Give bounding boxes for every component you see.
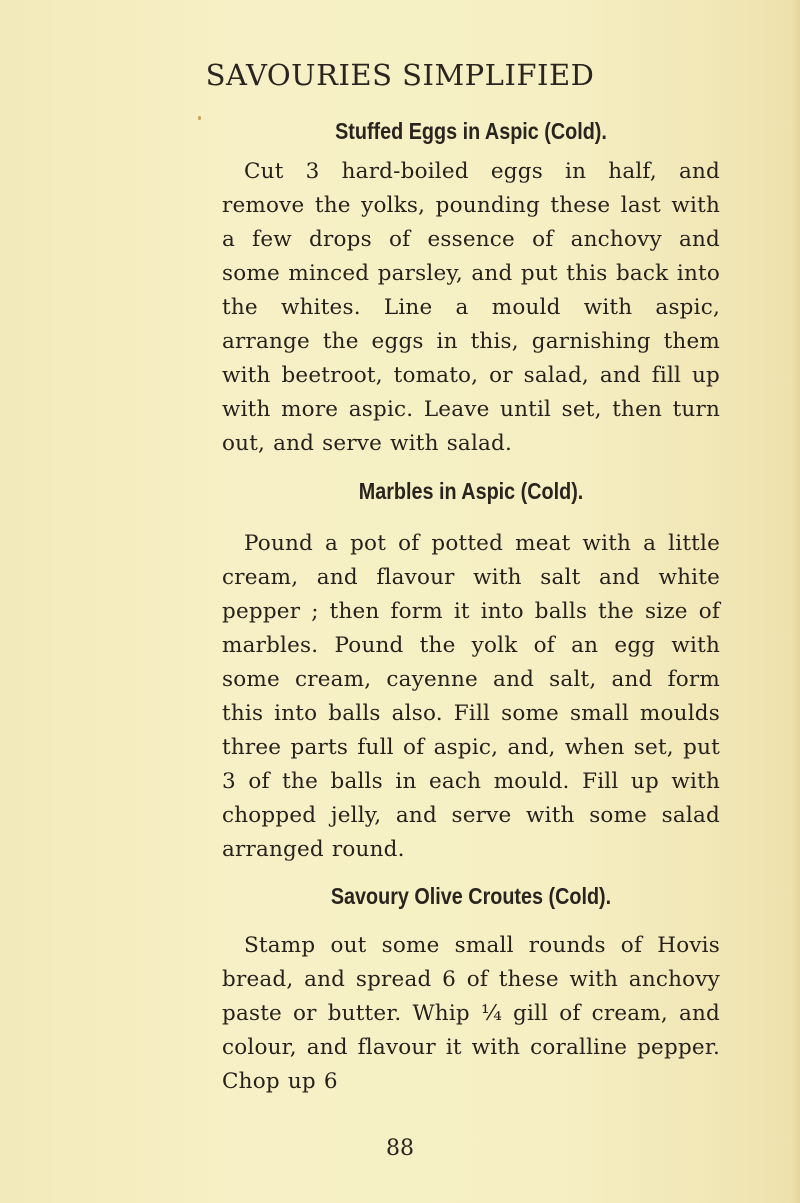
recipe-title-marbles: Marbles in Aspic (Cold). <box>358 478 584 504</box>
recipe-paragraph: Pound a pot of potted meat with a little cream, and flavour with salt and white pepper ; then form it into balls the size of marbles. Pound the yolk of an egg with some cream, cayenne and salt, and form this into balls also. Fill some small moulds three parts full of aspic, and, when set, put 3 of the balls in each mould. Fill up with chopped jelly, and serve with some salad arranged round. <box>222 531 720 862</box>
recipe-body-olive-croutes <box>222 929 720 1099</box>
recipe-body-marbles <box>222 527 720 867</box>
recipe-body-stuffed-eggs <box>222 155 720 461</box>
recipe-paragraph: Cut 3 hard-boiled eggs in half, and remove the yolks, pounding these last with a few drops of essence of anchovy and some minced parsley, and put this back into the whites. Line a mould with aspic, arrange the eggs in this, garnishing them with beetroot, tomato, or salad, and fill up with more aspic. Leave until set, then turn out, and serve with salad. <box>222 159 720 456</box>
page-number: 88 <box>386 1136 414 1161</box>
paper-speck <box>198 116 201 120</box>
recipe-title-olive-croutes: Savoury Olive Croutes (Cold). <box>330 883 612 909</box>
running-head: SAVOURIES SIMPLIFIED <box>205 58 595 92</box>
recipe-paragraph: Stamp out some small rounds of Hovis bread, and spread 6 of these with anchovy paste or butter. Whip ¼ gill of cream, and colour, and flavour it with coralline pepper. Chop up 6 <box>222 933 720 1094</box>
recipe-title-stuffed-eggs: Stuffed Eggs in Aspic (Cold). <box>335 118 607 144</box>
